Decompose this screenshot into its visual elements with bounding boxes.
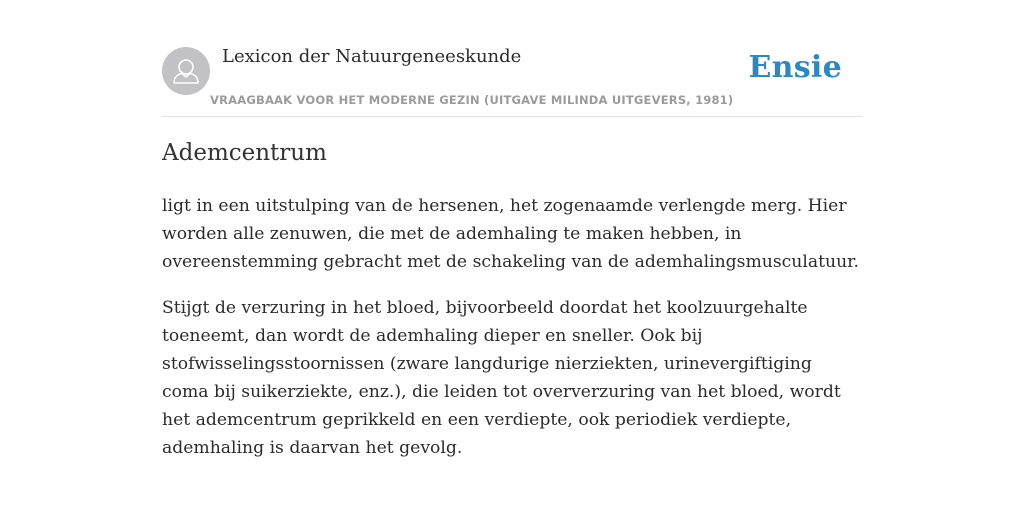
brand-logo[interactable]: Ensie (748, 50, 842, 85)
book-title[interactable]: Lexicon der Natuurgeneeskunde (222, 46, 522, 67)
entry-paragraph: Stijgt de verzuring in het bloed, bijvoorbeeld doordat het koolzuurgehalte toeneemt, dan wordt de ademhaling dieper en sneller. Ook bij stofwisselingsstoornissen (zware langdurige nierziekten, urinevergiftiging coma bij suikerziekte, enz.), die leiden tot oververzuring van het bloed, wordt het ademcentrum geprikkeld en een verdiepte, ook periodiek verdiepte, ademhaling is daarvan het gevolg. (162, 298, 841, 458)
entry-content (162, 192, 862, 480)
book-subtitle: VRAAGBAAK VOOR HET MODERNE GEZIN (UITGAVE MILINDA UITGEVERS, 1981) (210, 93, 734, 107)
entry-title: Ademcentrum (162, 140, 327, 166)
page-container (162, 0, 862, 458)
person-icon (162, 47, 210, 95)
book-header (162, 0, 862, 117)
entry-paragraph: ligt in een uitstulping van de hersenen, het zogenaamde verlengde merg. Hier worden alle zenuwen, die met de ademhaling te maken hebben, in overeenstemming gebracht met de schakeling van de ademhalingsmusculatuur. (162, 196, 859, 272)
